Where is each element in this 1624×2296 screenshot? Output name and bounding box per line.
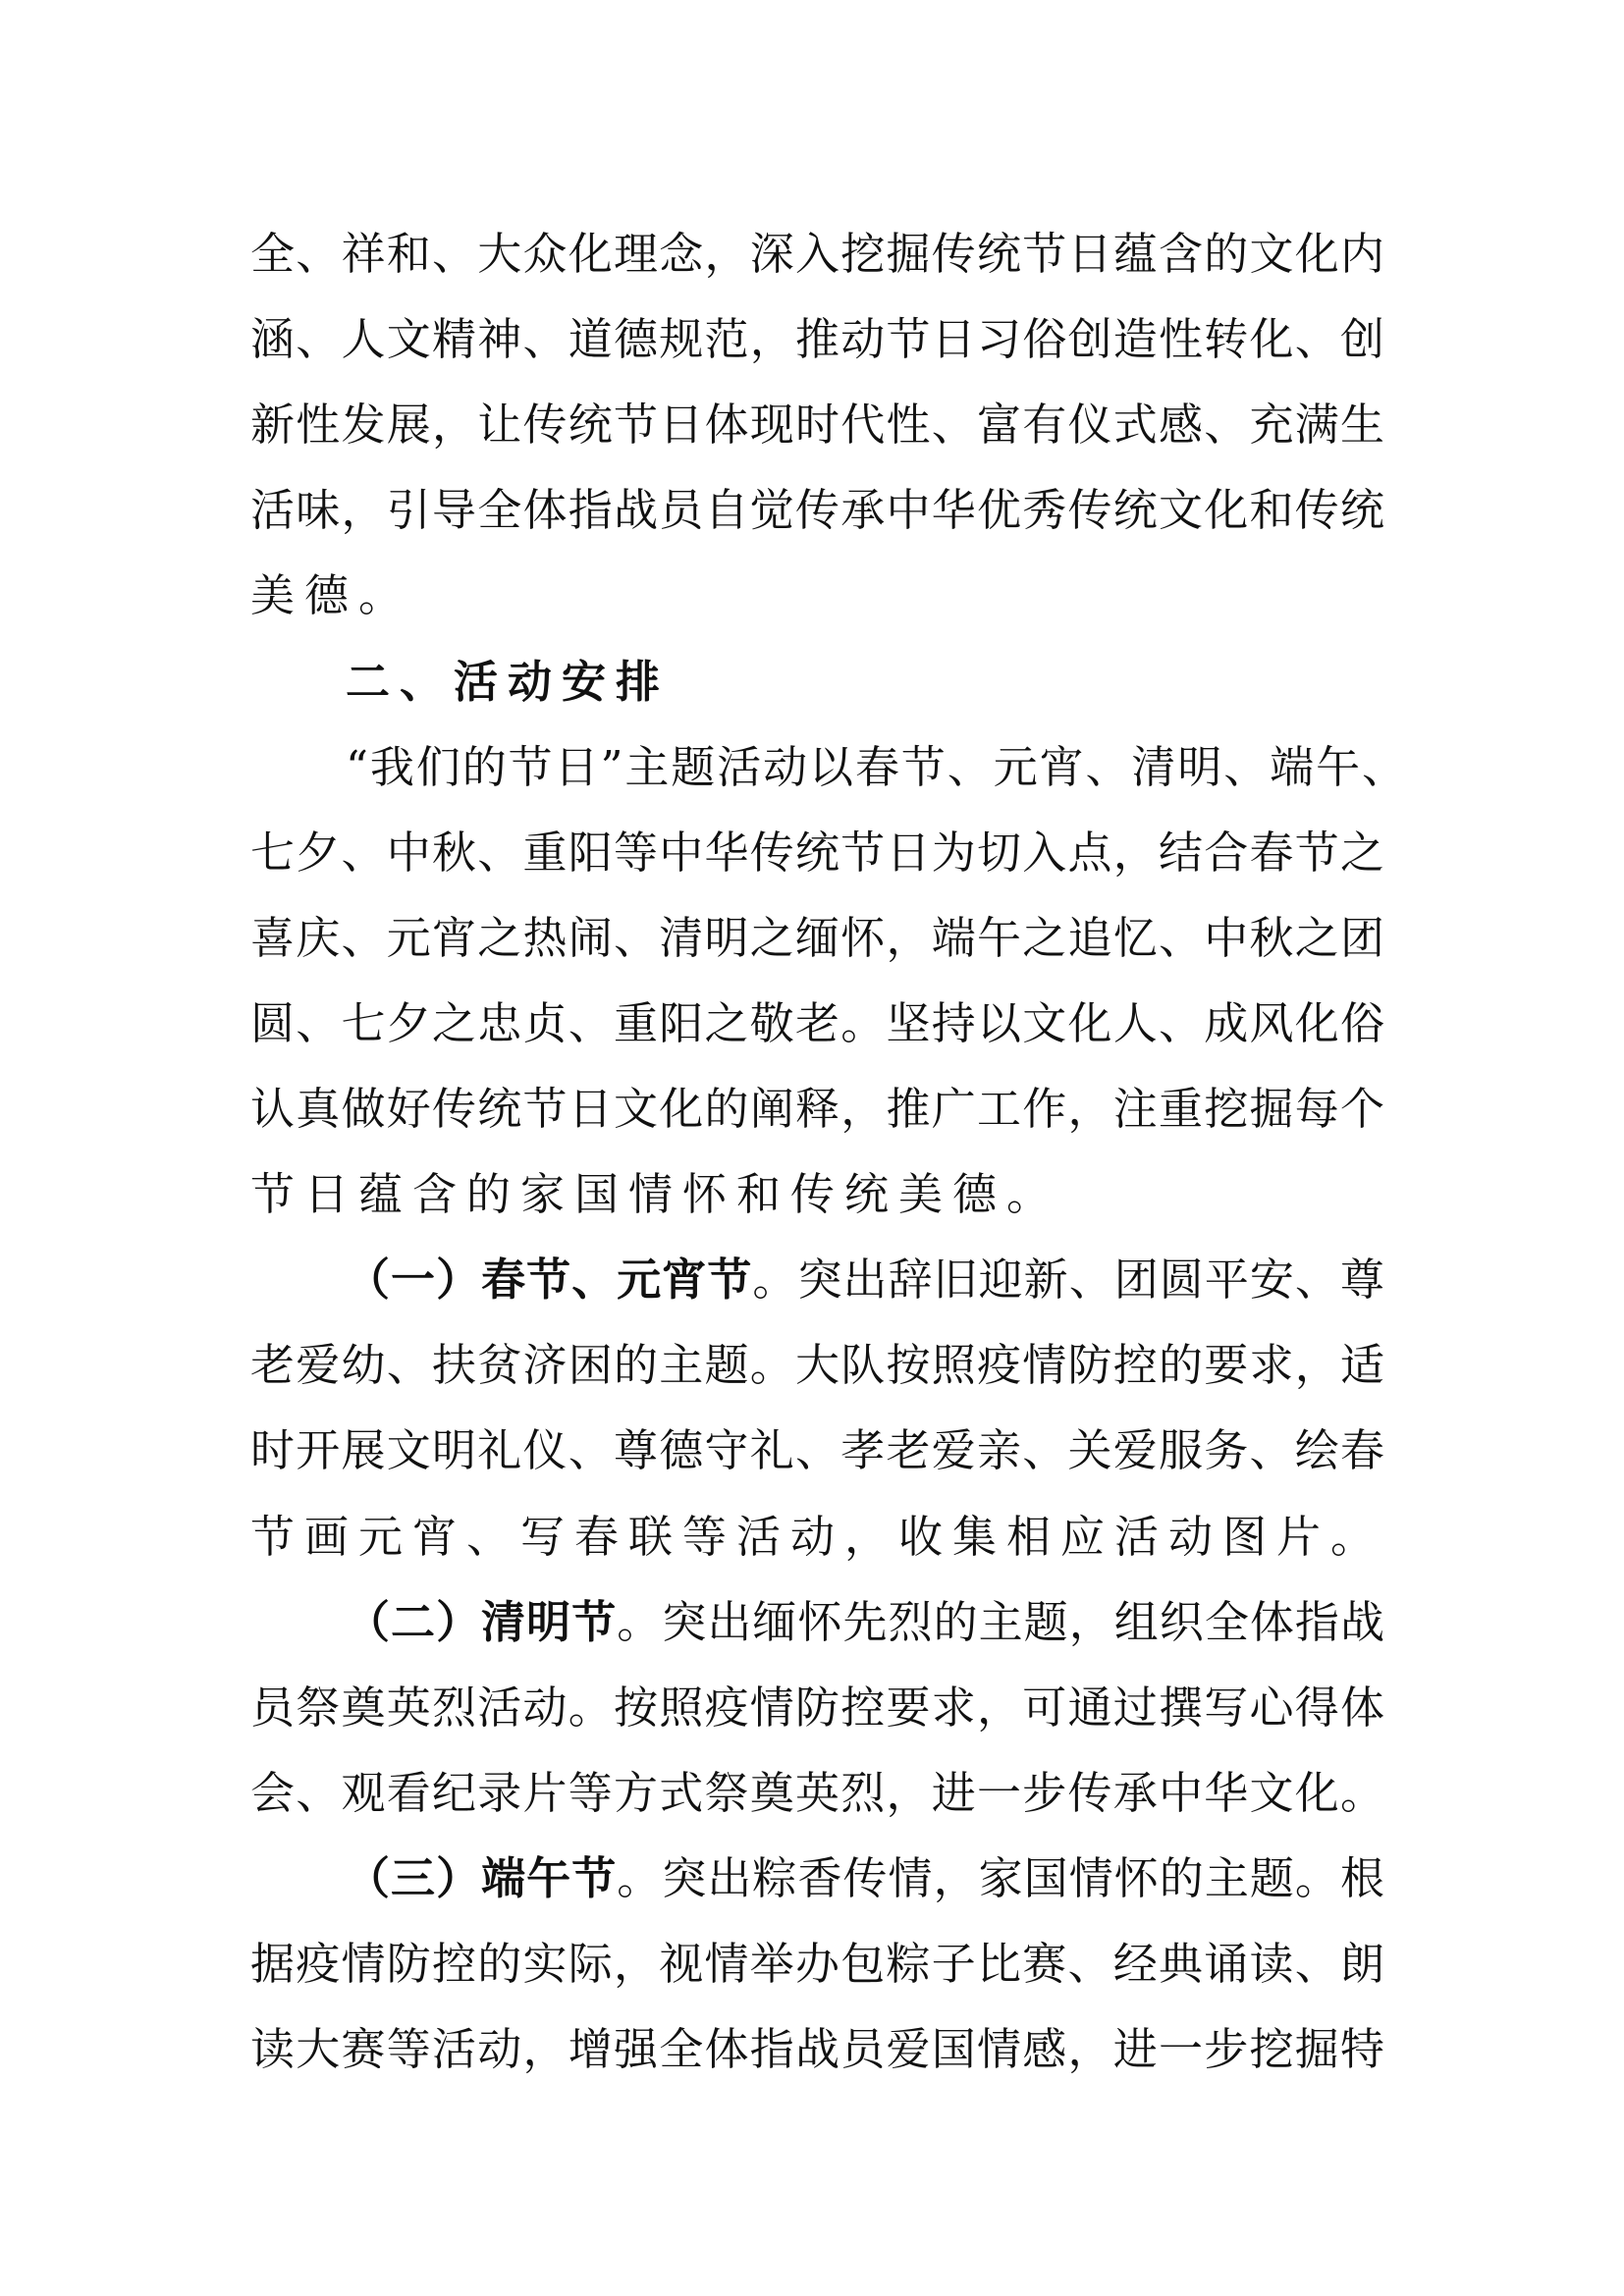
body-text: 认真做好传统节日文化的阐释，推广工作，注重挖掘每个 — [250, 1083, 1384, 1135]
body-text: 全、祥和、大众化理念，深入挖掘传统节日蕴含的文化内 — [250, 228, 1384, 280]
text-line — [250, 911, 1384, 966]
body-text: 据疫情防控的实际，视情举办包粽子比赛、经典诵读、朗 — [250, 1938, 1384, 1990]
body-text: “我们的节日”主题活动以春节、元宵、清明、端午、 — [346, 740, 1406, 793]
text-line — [250, 398, 1384, 453]
bold-heading-text: （二）清明节 — [346, 1595, 618, 1648]
text-line — [250, 1423, 1384, 1478]
text-line — [250, 1681, 1384, 1735]
text-line — [250, 1937, 1384, 1992]
text-line — [250, 568, 1384, 623]
bold-heading-text: （三）端午节 — [346, 1851, 618, 1904]
text-line — [346, 1253, 1384, 1308]
body-text: 员祭奠英烈活动。按照疫情防控要求，可通过撰写心得体 — [250, 1681, 1384, 1734]
body-text: 。突出缅怀先烈的主题，组织全体指战 — [617, 1595, 1384, 1648]
bold-heading-text: 二、活动安排 — [346, 655, 671, 708]
text-line — [250, 1167, 1384, 1222]
text-line — [250, 1082, 1384, 1137]
body-text: 新性发展，让传统节日体现时代性、富有仪式感、充满生 — [250, 399, 1384, 452]
body-text: 老爱幼、扶贫济困的主题。大队按照疫情防控的要求，适 — [250, 1339, 1384, 1392]
body-text: 节日蕴含的家国情怀和传统美德。 — [250, 1168, 1061, 1221]
text-line — [250, 227, 1384, 282]
text-line — [250, 312, 1384, 367]
text-line — [250, 826, 1384, 881]
text-line — [250, 2022, 1384, 2077]
body-text: 节画元宵、写春联等活动，收集相应活动图片。 — [250, 1510, 1385, 1563]
text-line — [346, 740, 1406, 795]
body-text: 会、观看纪录片等方式祭奠英烈，进一步传承中华文化。 — [250, 1766, 1384, 1819]
body-text: 喜庆、元宵之热闹、清明之缅怀，端午之追忆、中秋之团 — [250, 911, 1384, 964]
body-text: 涵、人文精神、道德规范，推动节日习俗创造性转化、创 — [250, 313, 1384, 366]
text-line — [346, 1595, 1384, 1650]
text-line — [346, 1851, 1384, 1906]
text-line — [250, 996, 1384, 1051]
body-text: 活味，引导全体指战员自觉传承中华优秀传统文化和传统 — [250, 484, 1384, 537]
text-line — [250, 483, 1384, 538]
body-text: 美德。 — [250, 569, 413, 622]
body-text: 圆、七夕之忠贞、重阳之敬老。坚持以文化人、成风化俗 — [250, 996, 1384, 1049]
text-line — [250, 1338, 1384, 1393]
text-line — [250, 1766, 1384, 1821]
body-text: 读大赛等活动，增强全体指战员爱国情感，进一步挖掘特 — [250, 2023, 1384, 2076]
body-text: 。突出辞旧迎新、团圆平安、尊 — [752, 1254, 1384, 1307]
body-text: 时开展文明礼仪、尊德守礼、孝老爱亲、关爱服务、绘春 — [250, 1424, 1384, 1477]
body-text: 七夕、中秋、重阳等中华传统节日为切入点，结合春节之 — [250, 826, 1384, 879]
section-heading — [346, 655, 1384, 710]
text-line — [250, 1510, 1384, 1565]
body-text: 。突出粽香传情，家国情怀的主题。根 — [617, 1851, 1384, 1904]
bold-heading-text: （一）春节、元宵节 — [346, 1254, 753, 1307]
